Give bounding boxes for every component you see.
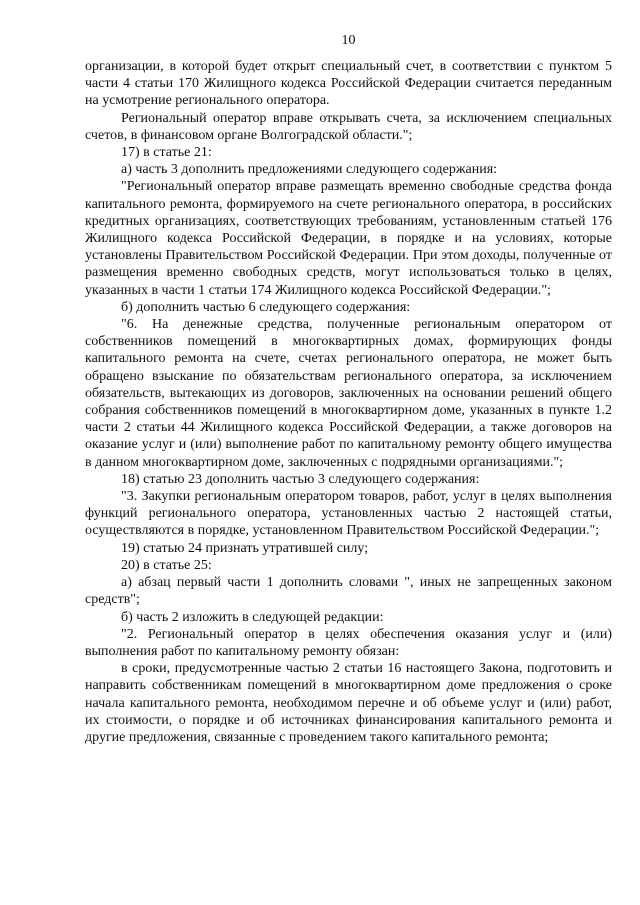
- paragraph-item-20b: б) часть 2 изложить в следующей редакции:: [121, 609, 384, 625]
- paragraph-quote-part-3: "3. Закупки региональным оператором товаров, работ, услуг в целях выполнения функций регионального оператора, установленных частью 2 настоящей статьи, осуществляются в порядке, установленном Правительством Российской Федерации.";: [85, 489, 612, 539]
- paragraph-item-19: 19) статью 24 признать утратившей силу;: [121, 540, 369, 556]
- paragraph-obligations-deadlines: в сроки, предусмотренные частью 2 статьи 16 настоящего Закона, подготовить и направить собственникам помещений в многоквартирном доме предложения о сроке начала капитального ремонта, необходимом перечне и об объеме услуг и (или) работ, их стоимости, о порядке и об источниках финансирования капитального ремонта и другие предложения, связанные с проведением такого капитального ремонта;: [85, 661, 612, 745]
- paragraph-item-17: 17) в статье 21:: [121, 145, 212, 161]
- paragraph-organization-account: организации, в которой будет открыт специальный счет, в соответствии с пунктом 5 части 4 статьи 170 Жилищного кодекса Российской Федерации считается переданным на усмотрение регионального оператора.: [85, 59, 612, 109]
- page-number: 10: [341, 33, 356, 48]
- paragraph-quote-part-6: "6. На денежные средства, полученные региональным оператором от собственников помещений в многоквартирных домах, формирующих фонды капитального ремонта на счете, счетах регионального оператора, не может быть обращено взыскание по обязательствам регионального оператора, за исключением обязательств, вытекающих из договоров, заключенных на основании решений общего собрания собственников помещений в многоквартирном доме, указанных в пункте 1.2 части 2 статьи 44 Жилищного кодекса Российской Федерации, а также договоров на оказание услуг и (или) выполнение работ по капитальному ремонту общего имущества в данном многоквартирном доме, заключенных с подрядными организациями.";: [85, 317, 612, 470]
- paragraph-regional-operator-accounts: Региональный оператор вправе открывать счета, за исключением специальных счетов, в финансовом органе Волгоградской области.";: [85, 110, 612, 143]
- paragraph-item-18: 18) статью 23 дополнить частью 3 следующего содержания:: [121, 471, 480, 487]
- paragraph-quote-part-2: "2. Региональный оператор в целях обеспечения оказания услуг и (или) выполнения работ по капитальному ремонту обязан:: [85, 626, 612, 659]
- paragraph-quote-placement-funds: "Региональный оператор вправе размещать временно свободные средства фонда капитального ремонта, формируемого на счете регионального оператора, в российских кредитных организациях, соответствующих требованиям, установленным статьей 176 Жилищного кодекса Российской Федерации, в порядке и на условиях, которые установлены Правительством Российской Федерации. При этом доходы, полученные от размещения временно свободных средств, могут использоваться только в целях, указанных в части 1 статьи 174 Жилищного кодекса Российской Федерации.";: [85, 179, 612, 298]
- paragraph-item-20: 20) в статье 25:: [121, 557, 212, 573]
- paragraph-item-17b: б) дополнить частью 6 следующего содержания:: [121, 299, 411, 315]
- paragraph-item-17a: а) часть 3 дополнить предложениями следующего содержания:: [121, 162, 498, 178]
- paragraph-item-20a: а) абзац первый части 1 дополнить словами ", иных не запрещенных законом средств";: [85, 575, 612, 608]
